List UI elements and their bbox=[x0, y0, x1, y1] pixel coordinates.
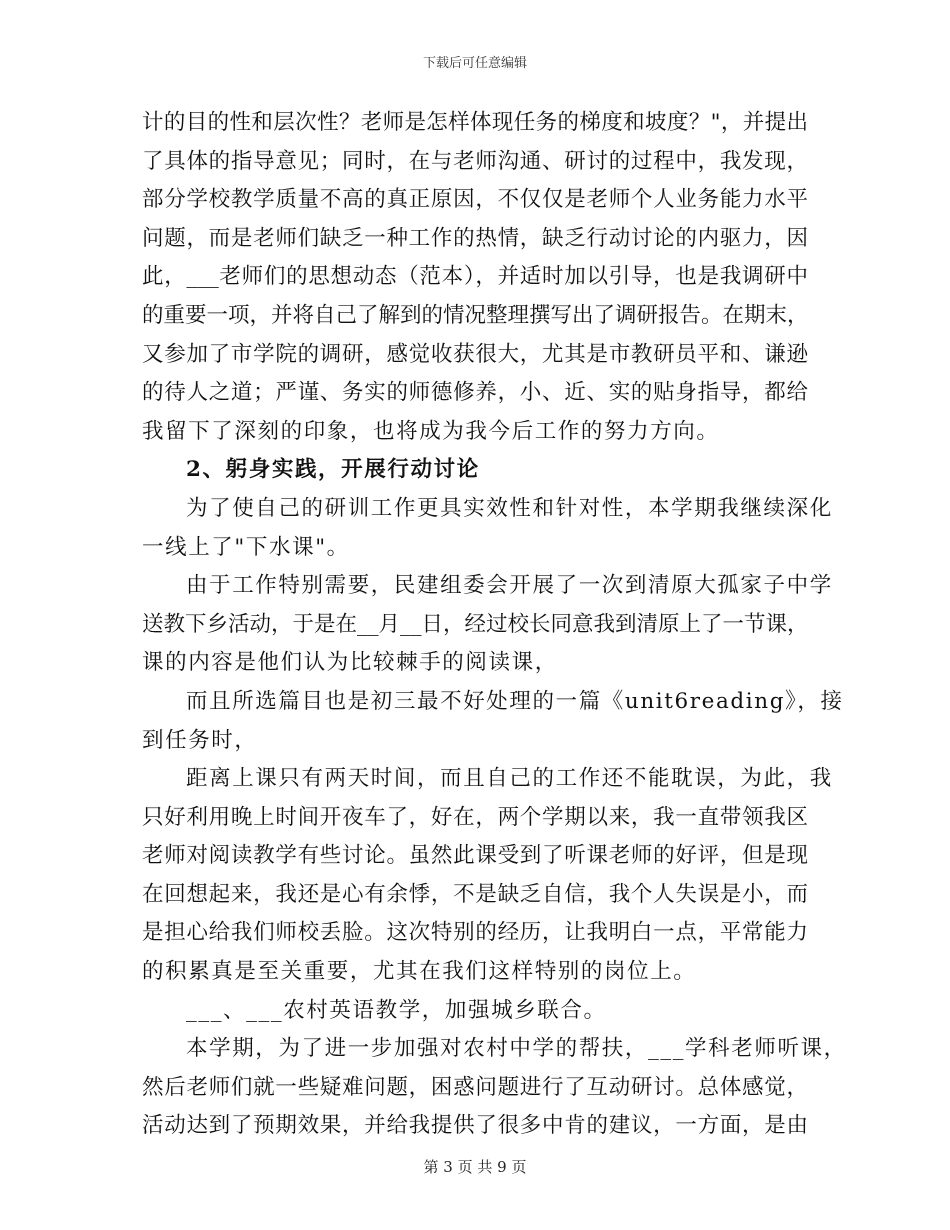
body-line: 的重要一项，并将自己了解到的情况整理撰写出了调研报告。在期末， bbox=[142, 302, 809, 328]
body-line: 然后老师们就一些疑难问题，困惑问题进行了互动研讨。总体感觉， bbox=[142, 1074, 808, 1100]
body-line: 在回想起来，我还是心有余悸，不是缺乏自信，我个人失误是小，而 bbox=[142, 881, 808, 907]
body-line: 我留下了深刻的印象，也将成为我今后工作的努力方向。 bbox=[142, 418, 720, 444]
body-line: 问题，而是老师们缺乏一种工作的热情，缺乏行动讨论的内驱力，因 bbox=[142, 225, 808, 251]
body-line: 部分学校教学质量不高的真正原因，不仅仅是老师个人业务能力水平 bbox=[142, 187, 808, 213]
body-line: 的积累真是至关重要，尤其在我们这样特别的岗位上。 bbox=[142, 959, 697, 985]
page-header-note: 下载后可任意编辑 bbox=[422, 56, 527, 71]
body-line: 一线上了"下水课"。 bbox=[142, 534, 350, 560]
section-heading: 2、躬身实践，开展行动讨论 bbox=[186, 457, 480, 483]
body-line: 到任务时， bbox=[142, 727, 258, 753]
body-line: 的待人之道；严谨、务实的师德修养，小、近、实的贴身指导，都给 bbox=[142, 380, 808, 406]
page-number: 第 3 页 共 9 页 bbox=[423, 1158, 527, 1176]
body-line: 是担心给我们师校丢脸。这次特别的经历，让我明白一点，平常能力 bbox=[142, 920, 808, 946]
body-line: 课的内容是他们认为比较棘手的阅读课， bbox=[142, 650, 558, 676]
body-line: ___、___农村英语教学，加强城乡联合。 bbox=[186, 997, 607, 1023]
body-line: 为了使自己的研训工作更具实效性和针对性，本学期我继续深化 bbox=[186, 495, 833, 521]
body-line: 本学期，为了进一步加强对农村中学的帮扶，___学科老师听课， bbox=[186, 1036, 847, 1062]
body-line: 又参加了市学院的调研，感觉收获很大，尤其是市教研员平和、谦逊 bbox=[142, 341, 808, 367]
body-line: 送教下乡活动，于是在__月__日，经过校长同意我到清原上了一节课， bbox=[142, 611, 809, 637]
body-line: 了具体的指导意见；同时，在与老师沟通、研讨的过程中，我发现， bbox=[142, 148, 808, 174]
body-line: 活动达到了预期效果，并给我提供了很多中肯的建议，一方面，是由 bbox=[142, 1113, 808, 1139]
body-line: 由于工作特别需要，民建组委会开展了一次到清原大孤家子中学 bbox=[186, 573, 833, 599]
body-line: 距离上课只有两天时间，而且自己的工作还不能耽误，为此，我 bbox=[186, 766, 833, 792]
document-body bbox=[142, 104, 847, 1146]
body-line: 老师对阅读教学有些讨论。虽然此课受到了听课老师的好评，但是现 bbox=[142, 843, 808, 869]
body-line: 计的目的性和层次性？老师是怎样体现任务的梯度和坡度？"，并提出 bbox=[142, 110, 808, 135]
body-line: 此，___老师们的思想动态（范本），并适时加以引导，也是我调研中 bbox=[142, 264, 808, 290]
body-line: 只好利用晚上时间开夜车了，好在，两个学期以来，我一直带领我区 bbox=[142, 804, 808, 830]
body-line: 而且所选篇目也是初三最不好处理的一篇《unit6reading》，接 bbox=[186, 688, 844, 714]
